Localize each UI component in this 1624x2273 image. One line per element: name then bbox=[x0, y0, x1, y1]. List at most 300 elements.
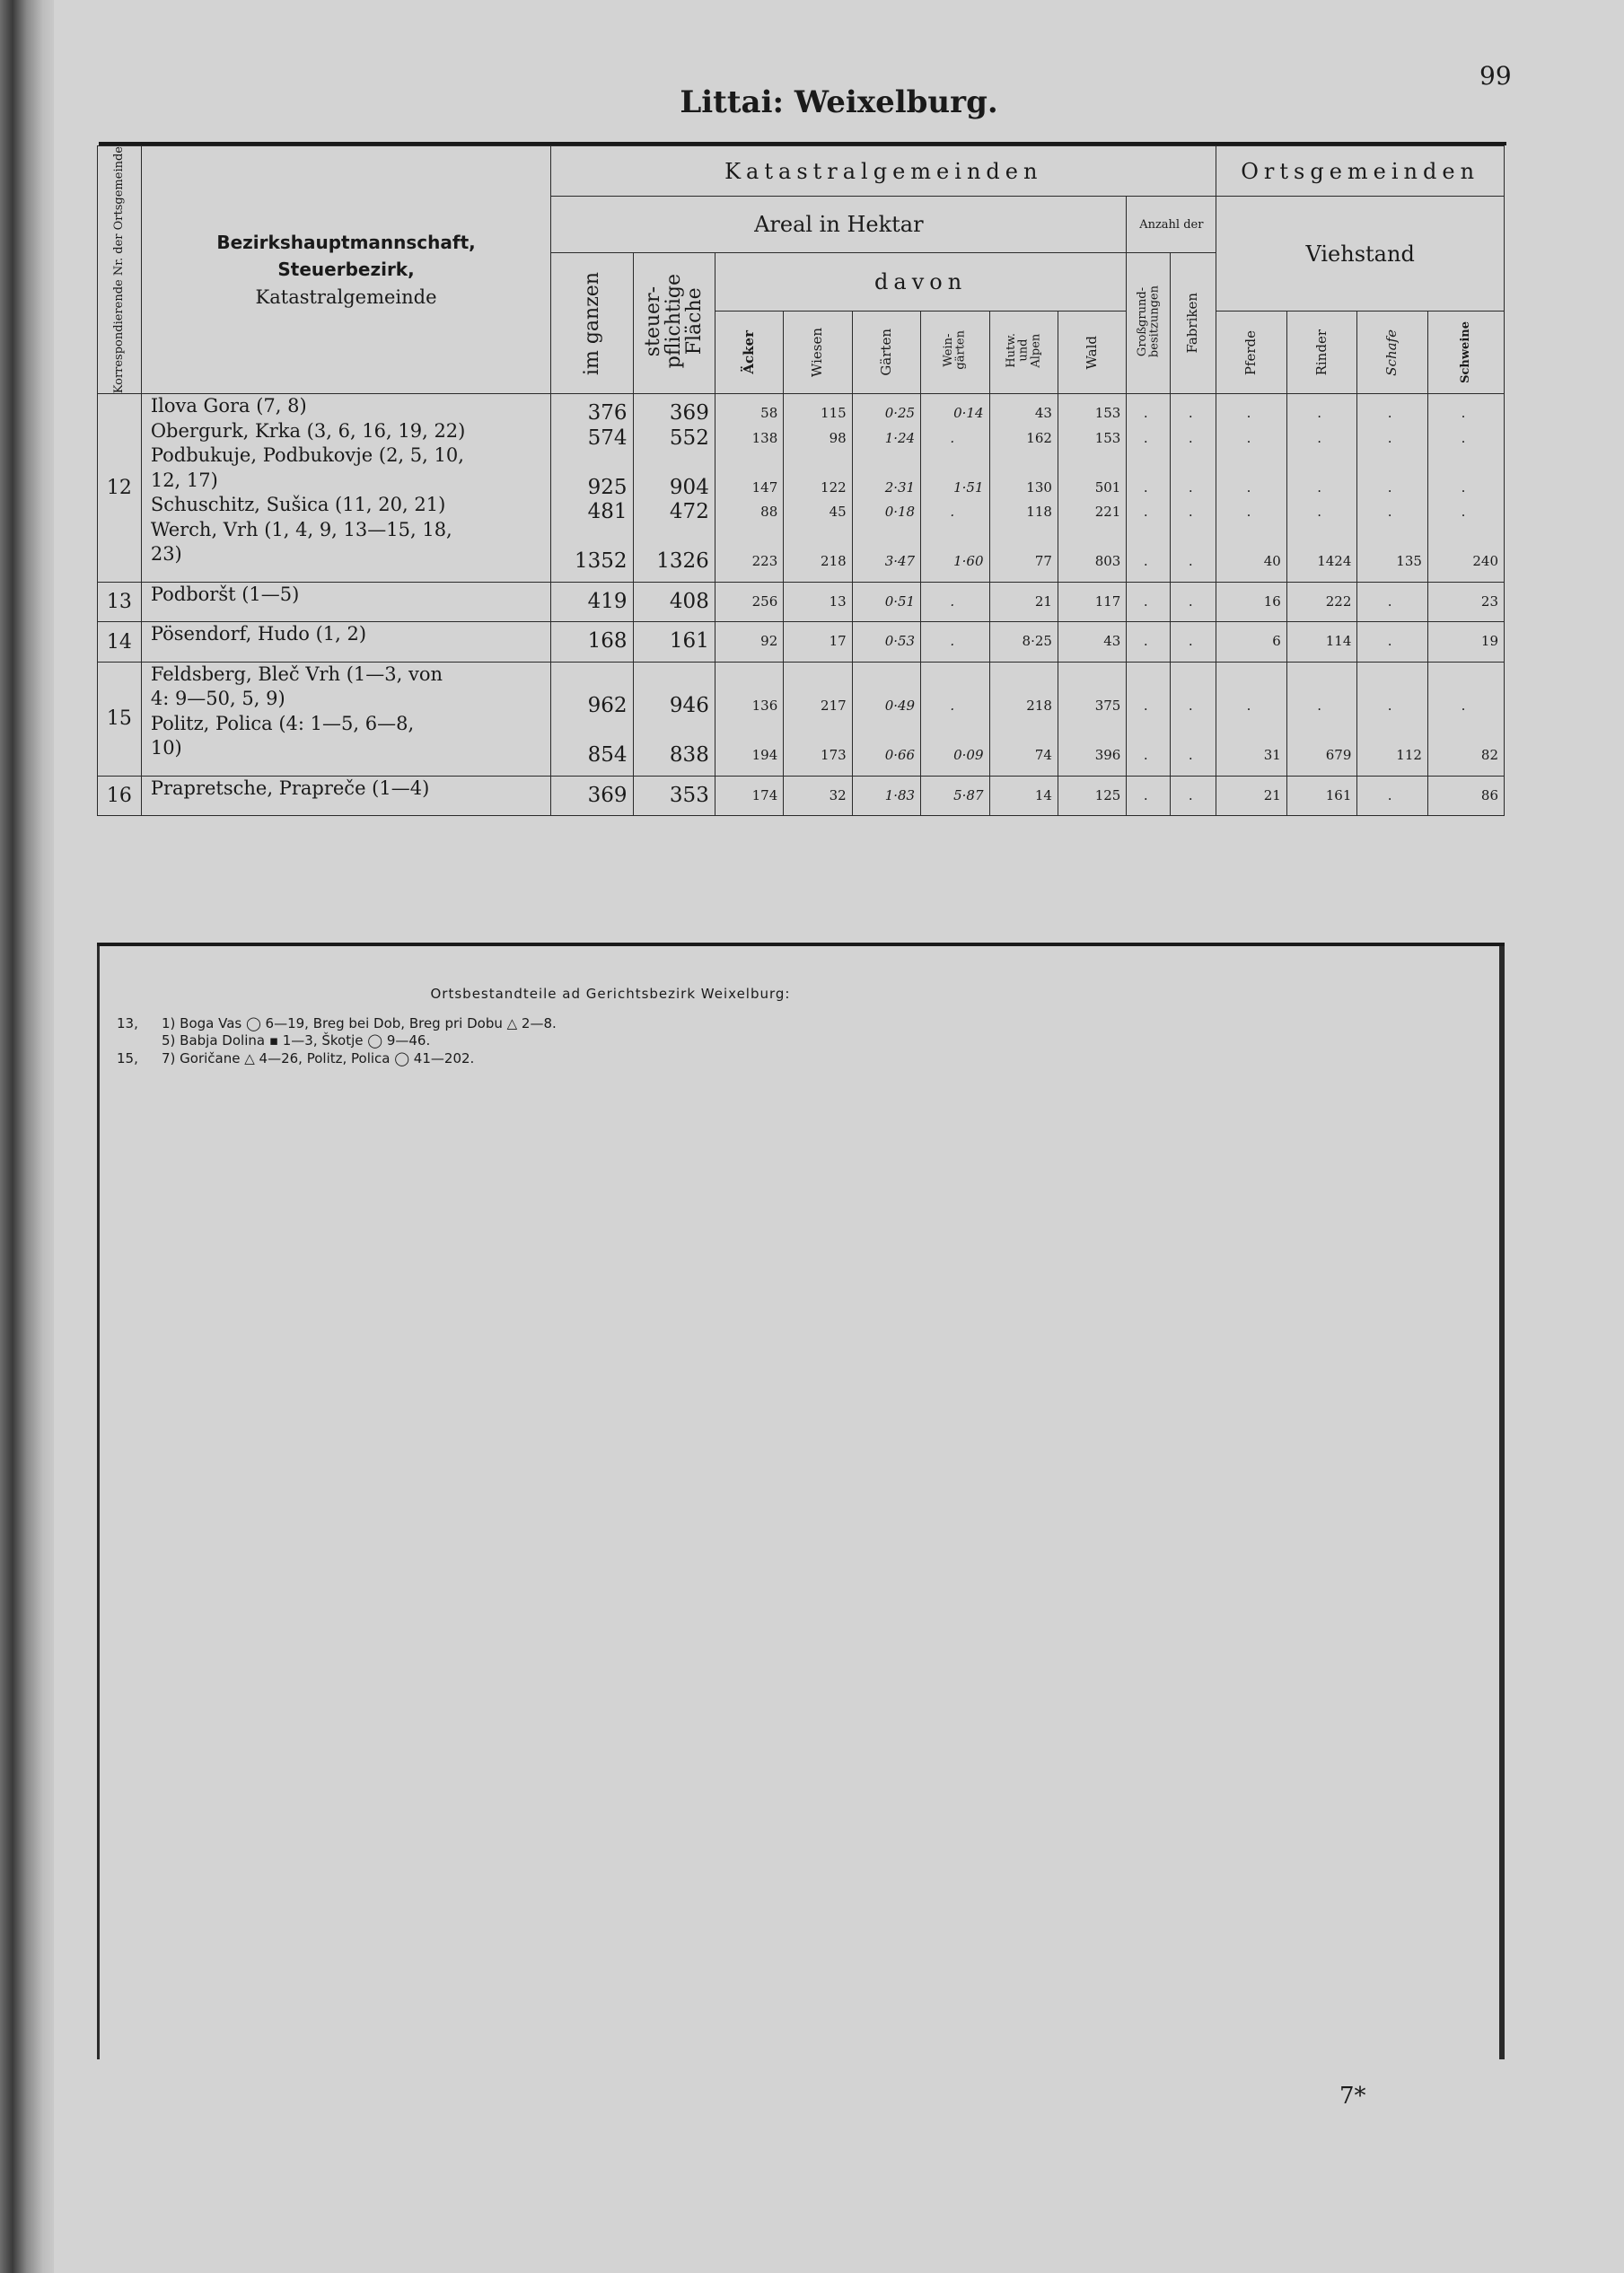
municipality-line: Feldsberg, Bleč Vrh (1—3, von bbox=[150, 663, 443, 685]
empty-line bbox=[634, 670, 709, 695]
value-fab: . bbox=[1188, 592, 1193, 610]
value-im_ganzen: 369 bbox=[587, 783, 628, 807]
value-schweine: 19 bbox=[1480, 633, 1498, 650]
empty-line bbox=[1171, 525, 1210, 550]
value-gaerten: 0·49 bbox=[884, 698, 916, 715]
header-nr-col: Korrespondierende Nr. der Ortsgemeinde bbox=[98, 146, 142, 394]
value-wiesen: 17 bbox=[829, 633, 847, 650]
cell-rinder bbox=[1286, 582, 1357, 622]
cell-wiesen bbox=[784, 582, 852, 622]
cell-pferde bbox=[1216, 776, 1287, 816]
value-weing: 0·09 bbox=[953, 747, 984, 764]
empty-line bbox=[715, 451, 777, 476]
value-aecker: 138 bbox=[751, 429, 778, 446]
value-pferde: 6 bbox=[1272, 633, 1281, 650]
cell-gaerten bbox=[852, 394, 920, 583]
cell-schweine bbox=[1427, 582, 1504, 622]
header-schweine: Schweine bbox=[1427, 312, 1504, 394]
value-steuer: 472 bbox=[669, 500, 709, 524]
empty-line bbox=[1216, 670, 1281, 695]
cell-rinder bbox=[1286, 622, 1357, 663]
cell-gaerten bbox=[852, 776, 920, 816]
cell-schafe bbox=[1357, 776, 1428, 816]
empty-line bbox=[1357, 670, 1422, 695]
empty-line bbox=[1171, 451, 1210, 476]
cell-fab bbox=[1171, 394, 1216, 583]
value-steuer: 904 bbox=[669, 475, 709, 499]
cell-pferde bbox=[1216, 394, 1287, 583]
empty-line bbox=[1127, 451, 1164, 476]
value-fab: . bbox=[1188, 786, 1193, 803]
row-nr: 16 bbox=[98, 776, 142, 816]
cell-hutw bbox=[989, 662, 1058, 776]
empty-line bbox=[1357, 451, 1422, 476]
municipality-list bbox=[141, 622, 550, 663]
value-pferde: . bbox=[1246, 405, 1251, 422]
value-aecker: 256 bbox=[751, 592, 778, 610]
value-schafe: . bbox=[1387, 786, 1392, 803]
empty-line bbox=[1216, 525, 1281, 550]
value-weing: . bbox=[950, 698, 955, 715]
municipality-list bbox=[141, 662, 550, 776]
municipality-line: 10) bbox=[150, 737, 182, 759]
value-gross: . bbox=[1143, 592, 1148, 610]
cell-gaerten bbox=[852, 662, 920, 776]
footnote-text: 7) Goričane △ 4—26, Politz, Polica ◯ 41—202. bbox=[162, 1049, 475, 1066]
value-wiesen: 13 bbox=[829, 592, 847, 610]
header-wald: Wald bbox=[1058, 312, 1126, 394]
cell-gaerten bbox=[852, 582, 920, 622]
cell-wiesen bbox=[784, 776, 852, 816]
value-wald: 375 bbox=[1094, 698, 1121, 715]
empty-line bbox=[1127, 719, 1164, 744]
cell-aecker bbox=[715, 662, 783, 776]
footnote-nr: 13, bbox=[117, 1015, 138, 1032]
cell-weing bbox=[921, 776, 989, 816]
value-wiesen: 115 bbox=[821, 405, 847, 422]
value-im_ganzen: 376 bbox=[587, 401, 628, 426]
empty-line bbox=[1428, 525, 1498, 550]
value-gross: . bbox=[1143, 747, 1148, 764]
value-schafe: . bbox=[1387, 504, 1392, 521]
row-nr: 13 bbox=[98, 582, 142, 622]
municipality-line: 4: 9—50, 5, 9) bbox=[150, 688, 285, 710]
value-aecker: 174 bbox=[751, 786, 778, 803]
header-wiesen: Wiesen bbox=[784, 312, 852, 394]
footnote-row bbox=[117, 1032, 1374, 1049]
value-schafe: . bbox=[1387, 698, 1392, 715]
header-weingaerten: Wein- gärten bbox=[921, 312, 989, 394]
header-aecker: Äcker bbox=[715, 312, 783, 394]
value-im_ganzen: 168 bbox=[587, 629, 628, 654]
empty-line bbox=[1287, 719, 1352, 744]
municipality-list bbox=[141, 582, 550, 622]
header-grossgrund: Großgrund- besitzungen bbox=[1127, 253, 1171, 394]
value-fab: . bbox=[1188, 633, 1193, 650]
empty-line bbox=[634, 719, 709, 744]
value-fab: . bbox=[1188, 429, 1193, 446]
value-schafe: . bbox=[1387, 405, 1392, 422]
value-weing: 5·87 bbox=[953, 786, 984, 803]
footnote-nr: 15, bbox=[117, 1049, 138, 1066]
value-aecker: 194 bbox=[751, 747, 778, 764]
empty-line bbox=[1058, 525, 1120, 550]
cell-schweine bbox=[1427, 394, 1504, 583]
value-im_ganzen: 419 bbox=[587, 589, 628, 613]
value-wald: 501 bbox=[1094, 478, 1121, 496]
value-wald: 43 bbox=[1103, 633, 1121, 650]
value-hutw: 43 bbox=[1034, 405, 1052, 422]
value-hutw: 162 bbox=[1026, 429, 1052, 446]
value-aecker: 136 bbox=[751, 698, 778, 715]
value-fab: . bbox=[1188, 698, 1193, 715]
municipality-line: Ilova Gora (7, 8) bbox=[150, 395, 307, 417]
value-schweine: 86 bbox=[1480, 786, 1498, 803]
value-rinder: 1424 bbox=[1317, 553, 1352, 570]
cell-im_ganzen bbox=[551, 582, 633, 622]
cell-pferde bbox=[1216, 622, 1287, 663]
empty-line bbox=[634, 451, 709, 476]
footnote-rows bbox=[117, 1015, 1374, 1067]
value-hutw: 218 bbox=[1026, 698, 1052, 715]
header-steuerpflichtige: steuer- pflichtige Fläche bbox=[633, 253, 715, 394]
value-schafe: 135 bbox=[1396, 553, 1422, 570]
cell-steuer bbox=[633, 394, 715, 583]
cell-pferde bbox=[1216, 582, 1287, 622]
value-im_ganzen: 854 bbox=[587, 743, 628, 768]
scanned-page bbox=[54, 0, 1624, 2273]
value-gross: . bbox=[1143, 478, 1148, 496]
value-wald: 153 bbox=[1094, 405, 1121, 422]
value-rinder: 161 bbox=[1325, 786, 1352, 803]
municipality-line: Schuschitz, Sušica (11, 20, 21) bbox=[150, 494, 446, 516]
municipality-line: Werch, Vrh (1, 4, 9, 13—15, 18, bbox=[150, 518, 452, 540]
cell-wiesen bbox=[784, 394, 852, 583]
empty-line bbox=[853, 670, 915, 695]
value-gaerten: 1·24 bbox=[884, 429, 916, 446]
header-rinder: Rinder bbox=[1286, 312, 1357, 394]
table-row bbox=[98, 662, 1505, 776]
cell-hutw bbox=[989, 582, 1058, 622]
empty-line bbox=[1127, 670, 1164, 695]
municipality-line: Politz, Polica (4: 1—5, 6—8, bbox=[150, 712, 415, 734]
value-gross: . bbox=[1143, 504, 1148, 521]
value-hutw: 118 bbox=[1026, 504, 1052, 521]
header-katastralgemeinden: Katastralgemeinden bbox=[551, 146, 1216, 197]
empty-line bbox=[551, 670, 627, 695]
value-weing: . bbox=[950, 592, 955, 610]
value-hutw: 77 bbox=[1034, 553, 1052, 570]
empty-line bbox=[634, 525, 709, 550]
municipality-line: Podboršt (1—5) bbox=[150, 583, 300, 605]
value-fab: . bbox=[1188, 553, 1193, 570]
cell-wiesen bbox=[784, 622, 852, 663]
header-davon: davon bbox=[715, 253, 1127, 312]
cell-weing bbox=[921, 622, 989, 663]
value-wiesen: 122 bbox=[821, 478, 847, 496]
empty-line bbox=[990, 525, 1052, 550]
running-title: Littai: Weixelburg. bbox=[680, 84, 998, 120]
header-ortsgemeinden: Ortsgemeinden bbox=[1216, 146, 1505, 197]
value-pferde: . bbox=[1246, 478, 1251, 496]
value-im_ganzen: 925 bbox=[587, 475, 628, 499]
cell-steuer bbox=[633, 622, 715, 663]
empty-line bbox=[921, 451, 983, 476]
cell-weing bbox=[921, 582, 989, 622]
value-wiesen: 32 bbox=[829, 786, 847, 803]
value-schweine: . bbox=[1461, 429, 1466, 446]
municipality-line: 12, 17) bbox=[150, 469, 218, 491]
value-aecker: 88 bbox=[760, 504, 778, 521]
footnote-row bbox=[117, 1015, 1374, 1032]
empty-line bbox=[1428, 451, 1498, 476]
empty-line bbox=[1216, 719, 1281, 744]
value-rinder: 679 bbox=[1325, 747, 1352, 764]
cell-wald bbox=[1058, 662, 1126, 776]
cell-fab bbox=[1171, 582, 1216, 622]
cell-rinder bbox=[1286, 662, 1357, 776]
table-row bbox=[98, 394, 1505, 583]
value-fab: . bbox=[1188, 504, 1193, 521]
cell-gross bbox=[1127, 662, 1171, 776]
value-aecker: 58 bbox=[760, 405, 778, 422]
empty-line bbox=[1127, 525, 1164, 550]
value-pferde: 21 bbox=[1263, 786, 1281, 803]
statistics-table bbox=[97, 145, 1505, 816]
cell-im_ganzen bbox=[551, 776, 633, 816]
municipality-list bbox=[141, 776, 550, 816]
footnote-text: 5) Babja Dolina ▪ 1—3, Škotje ◯ 9—46. bbox=[162, 1032, 431, 1049]
value-weing: . bbox=[950, 429, 955, 446]
value-rinder: . bbox=[1317, 429, 1321, 446]
cell-wald bbox=[1058, 776, 1126, 816]
cell-pferde bbox=[1216, 662, 1287, 776]
value-schafe: . bbox=[1387, 478, 1392, 496]
empty-line bbox=[853, 451, 915, 476]
footnote-nr bbox=[117, 1032, 162, 1049]
value-schweine: 240 bbox=[1472, 553, 1498, 570]
cell-steuer bbox=[633, 776, 715, 816]
empty-line bbox=[1171, 719, 1210, 744]
value-gross: . bbox=[1143, 698, 1148, 715]
cell-gross bbox=[1127, 776, 1171, 816]
value-wald: 221 bbox=[1094, 504, 1121, 521]
municipality-line: Pösendorf, Hudo (1, 2) bbox=[150, 623, 367, 645]
header-viehstand: Viehstand bbox=[1216, 197, 1505, 312]
empty-line bbox=[1287, 670, 1352, 695]
table-row bbox=[98, 776, 1505, 816]
value-weing: 1·51 bbox=[953, 478, 984, 496]
empty-line bbox=[1357, 525, 1422, 550]
value-rinder: . bbox=[1317, 698, 1321, 715]
value-rinder: . bbox=[1317, 478, 1321, 496]
value-im_ganzen: 574 bbox=[587, 426, 628, 450]
value-steuer: 1326 bbox=[656, 549, 709, 574]
value-wiesen: 173 bbox=[821, 747, 847, 764]
value-weing: . bbox=[950, 504, 955, 521]
value-schafe: 112 bbox=[1396, 747, 1422, 764]
cell-gaerten bbox=[852, 622, 920, 663]
empty-line bbox=[1428, 719, 1498, 744]
empty-line bbox=[1058, 719, 1120, 744]
table-row bbox=[98, 582, 1505, 622]
statistics-table-wrap bbox=[97, 145, 1505, 946]
empty-line bbox=[1171, 670, 1210, 695]
table-bottom-rule bbox=[97, 943, 1505, 946]
value-steuer: 946 bbox=[669, 694, 709, 718]
empty-line bbox=[921, 525, 983, 550]
cell-aecker bbox=[715, 776, 783, 816]
cell-wald bbox=[1058, 622, 1126, 663]
value-wiesen: 45 bbox=[829, 504, 847, 521]
value-hutw: 8·25 bbox=[1022, 633, 1052, 650]
value-wald: 153 bbox=[1094, 429, 1121, 446]
row-nr: 12 bbox=[98, 394, 142, 583]
empty-line bbox=[990, 670, 1052, 695]
value-weing: . bbox=[950, 633, 955, 650]
municipality-line: Prapretsche, Prapreče (1—4) bbox=[150, 777, 430, 799]
value-gaerten: 0·18 bbox=[884, 504, 916, 521]
value-schweine: . bbox=[1461, 698, 1466, 715]
value-rinder: . bbox=[1317, 504, 1321, 521]
municipality-line: Podbukuje, Podbukovje (2, 5, 10, bbox=[150, 444, 464, 467]
header-pferde: Pferde bbox=[1216, 312, 1287, 394]
left-frame-line bbox=[97, 946, 100, 2059]
empty-line bbox=[921, 670, 983, 695]
row-nr: 15 bbox=[98, 662, 142, 776]
cell-hutw bbox=[989, 776, 1058, 816]
cell-wald bbox=[1058, 582, 1126, 622]
page-number: 99 bbox=[1479, 61, 1512, 91]
municipality-list bbox=[141, 394, 550, 583]
value-hutw: 74 bbox=[1034, 747, 1052, 764]
value-wiesen: 217 bbox=[821, 698, 847, 715]
cell-im_ganzen bbox=[551, 662, 633, 776]
empty-line bbox=[784, 719, 846, 744]
value-wald: 803 bbox=[1094, 553, 1121, 570]
header-anzahl: Anzahl der bbox=[1127, 197, 1216, 253]
row-nr: 14 bbox=[98, 622, 142, 663]
empty-line bbox=[990, 451, 1052, 476]
value-wiesen: 98 bbox=[829, 429, 847, 446]
value-gross: . bbox=[1143, 553, 1148, 570]
cell-schafe bbox=[1357, 582, 1428, 622]
value-aecker: 92 bbox=[760, 633, 778, 650]
cell-fab bbox=[1171, 776, 1216, 816]
value-gaerten: 3·47 bbox=[884, 553, 916, 570]
footnote-text: 1) Boga Vas ◯ 6—19, Breg bei Dob, Breg pri Dobu △ 2—8. bbox=[162, 1015, 557, 1032]
cell-aecker bbox=[715, 622, 783, 663]
empty-line bbox=[853, 525, 915, 550]
header-areal: Areal in Hektar bbox=[551, 197, 1127, 253]
value-pferde: 16 bbox=[1263, 592, 1281, 610]
cell-wiesen bbox=[784, 662, 852, 776]
value-schweine: 23 bbox=[1480, 592, 1498, 610]
header-gaerten: Gärten bbox=[852, 312, 920, 394]
cell-aecker bbox=[715, 582, 783, 622]
value-schweine: . bbox=[1461, 504, 1466, 521]
cell-aecker bbox=[715, 394, 783, 583]
value-fab: . bbox=[1188, 747, 1193, 764]
value-hutw: 130 bbox=[1026, 478, 1052, 496]
empty-line bbox=[921, 719, 983, 744]
cell-schafe bbox=[1357, 394, 1428, 583]
empty-line bbox=[1058, 670, 1120, 695]
value-steuer: 838 bbox=[669, 743, 709, 768]
value-fab: . bbox=[1188, 478, 1193, 496]
empty-line bbox=[1428, 670, 1498, 695]
cell-steuer bbox=[633, 582, 715, 622]
value-weing: 1·60 bbox=[953, 553, 984, 570]
cell-schweine bbox=[1427, 622, 1504, 663]
empty-line bbox=[853, 719, 915, 744]
cell-fab bbox=[1171, 622, 1216, 663]
empty-line bbox=[1357, 719, 1422, 744]
value-schweine: . bbox=[1461, 405, 1466, 422]
empty-line bbox=[784, 670, 846, 695]
footnotes bbox=[117, 986, 1374, 1067]
value-gaerten: 1·83 bbox=[884, 786, 916, 803]
empty-line bbox=[551, 451, 627, 476]
value-gross: . bbox=[1143, 429, 1148, 446]
value-gross: . bbox=[1143, 633, 1148, 650]
table-body bbox=[98, 394, 1505, 816]
cell-schweine bbox=[1427, 662, 1504, 776]
value-im_ganzen: 962 bbox=[587, 694, 628, 718]
header-main-col: Bezirkshauptmannschaft, Steuerbezirk, Katastralgemeinde bbox=[141, 146, 550, 394]
empty-line bbox=[715, 670, 777, 695]
cell-wald bbox=[1058, 394, 1126, 583]
value-hutw: 21 bbox=[1034, 592, 1052, 610]
header-schafe: Schafe bbox=[1357, 312, 1428, 394]
cell-schafe bbox=[1357, 622, 1428, 663]
value-gaerten: 0·51 bbox=[884, 592, 916, 610]
value-wald: 117 bbox=[1094, 592, 1121, 610]
value-wiesen: 218 bbox=[821, 553, 847, 570]
empty-line bbox=[715, 525, 777, 550]
right-frame-line bbox=[1499, 946, 1505, 2059]
municipality-line: 23) bbox=[150, 543, 182, 566]
value-steuer: 369 bbox=[669, 401, 709, 426]
cell-weing bbox=[921, 662, 989, 776]
cell-hutw bbox=[989, 394, 1058, 583]
value-gaerten: 0·66 bbox=[884, 747, 916, 764]
cell-weing bbox=[921, 394, 989, 583]
empty-line bbox=[1216, 451, 1281, 476]
value-pferde: . bbox=[1246, 504, 1251, 521]
cell-rinder bbox=[1286, 776, 1357, 816]
value-im_ganzen: 1352 bbox=[575, 549, 628, 574]
value-gaerten: 0·53 bbox=[884, 633, 916, 650]
municipality-line: Obergurk, Krka (3, 6, 16, 19, 22) bbox=[150, 419, 466, 442]
header-fabriken: Fabriken bbox=[1171, 253, 1216, 394]
cell-schafe bbox=[1357, 662, 1428, 776]
table-row bbox=[98, 622, 1505, 663]
value-steuer: 408 bbox=[669, 589, 709, 613]
value-aecker: 147 bbox=[751, 478, 778, 496]
header-hutweiden: Hutw. und Alpen bbox=[989, 312, 1058, 394]
empty-line bbox=[784, 451, 846, 476]
value-schafe: . bbox=[1387, 633, 1392, 650]
value-rinder: 114 bbox=[1325, 633, 1352, 650]
value-pferde: 31 bbox=[1263, 747, 1281, 764]
value-pferde: . bbox=[1246, 698, 1251, 715]
value-weing: 0·14 bbox=[953, 405, 984, 422]
value-gross: . bbox=[1143, 405, 1148, 422]
cell-fab bbox=[1171, 662, 1216, 776]
value-pferde: . bbox=[1246, 429, 1251, 446]
value-gaerten: 2·31 bbox=[884, 478, 916, 496]
